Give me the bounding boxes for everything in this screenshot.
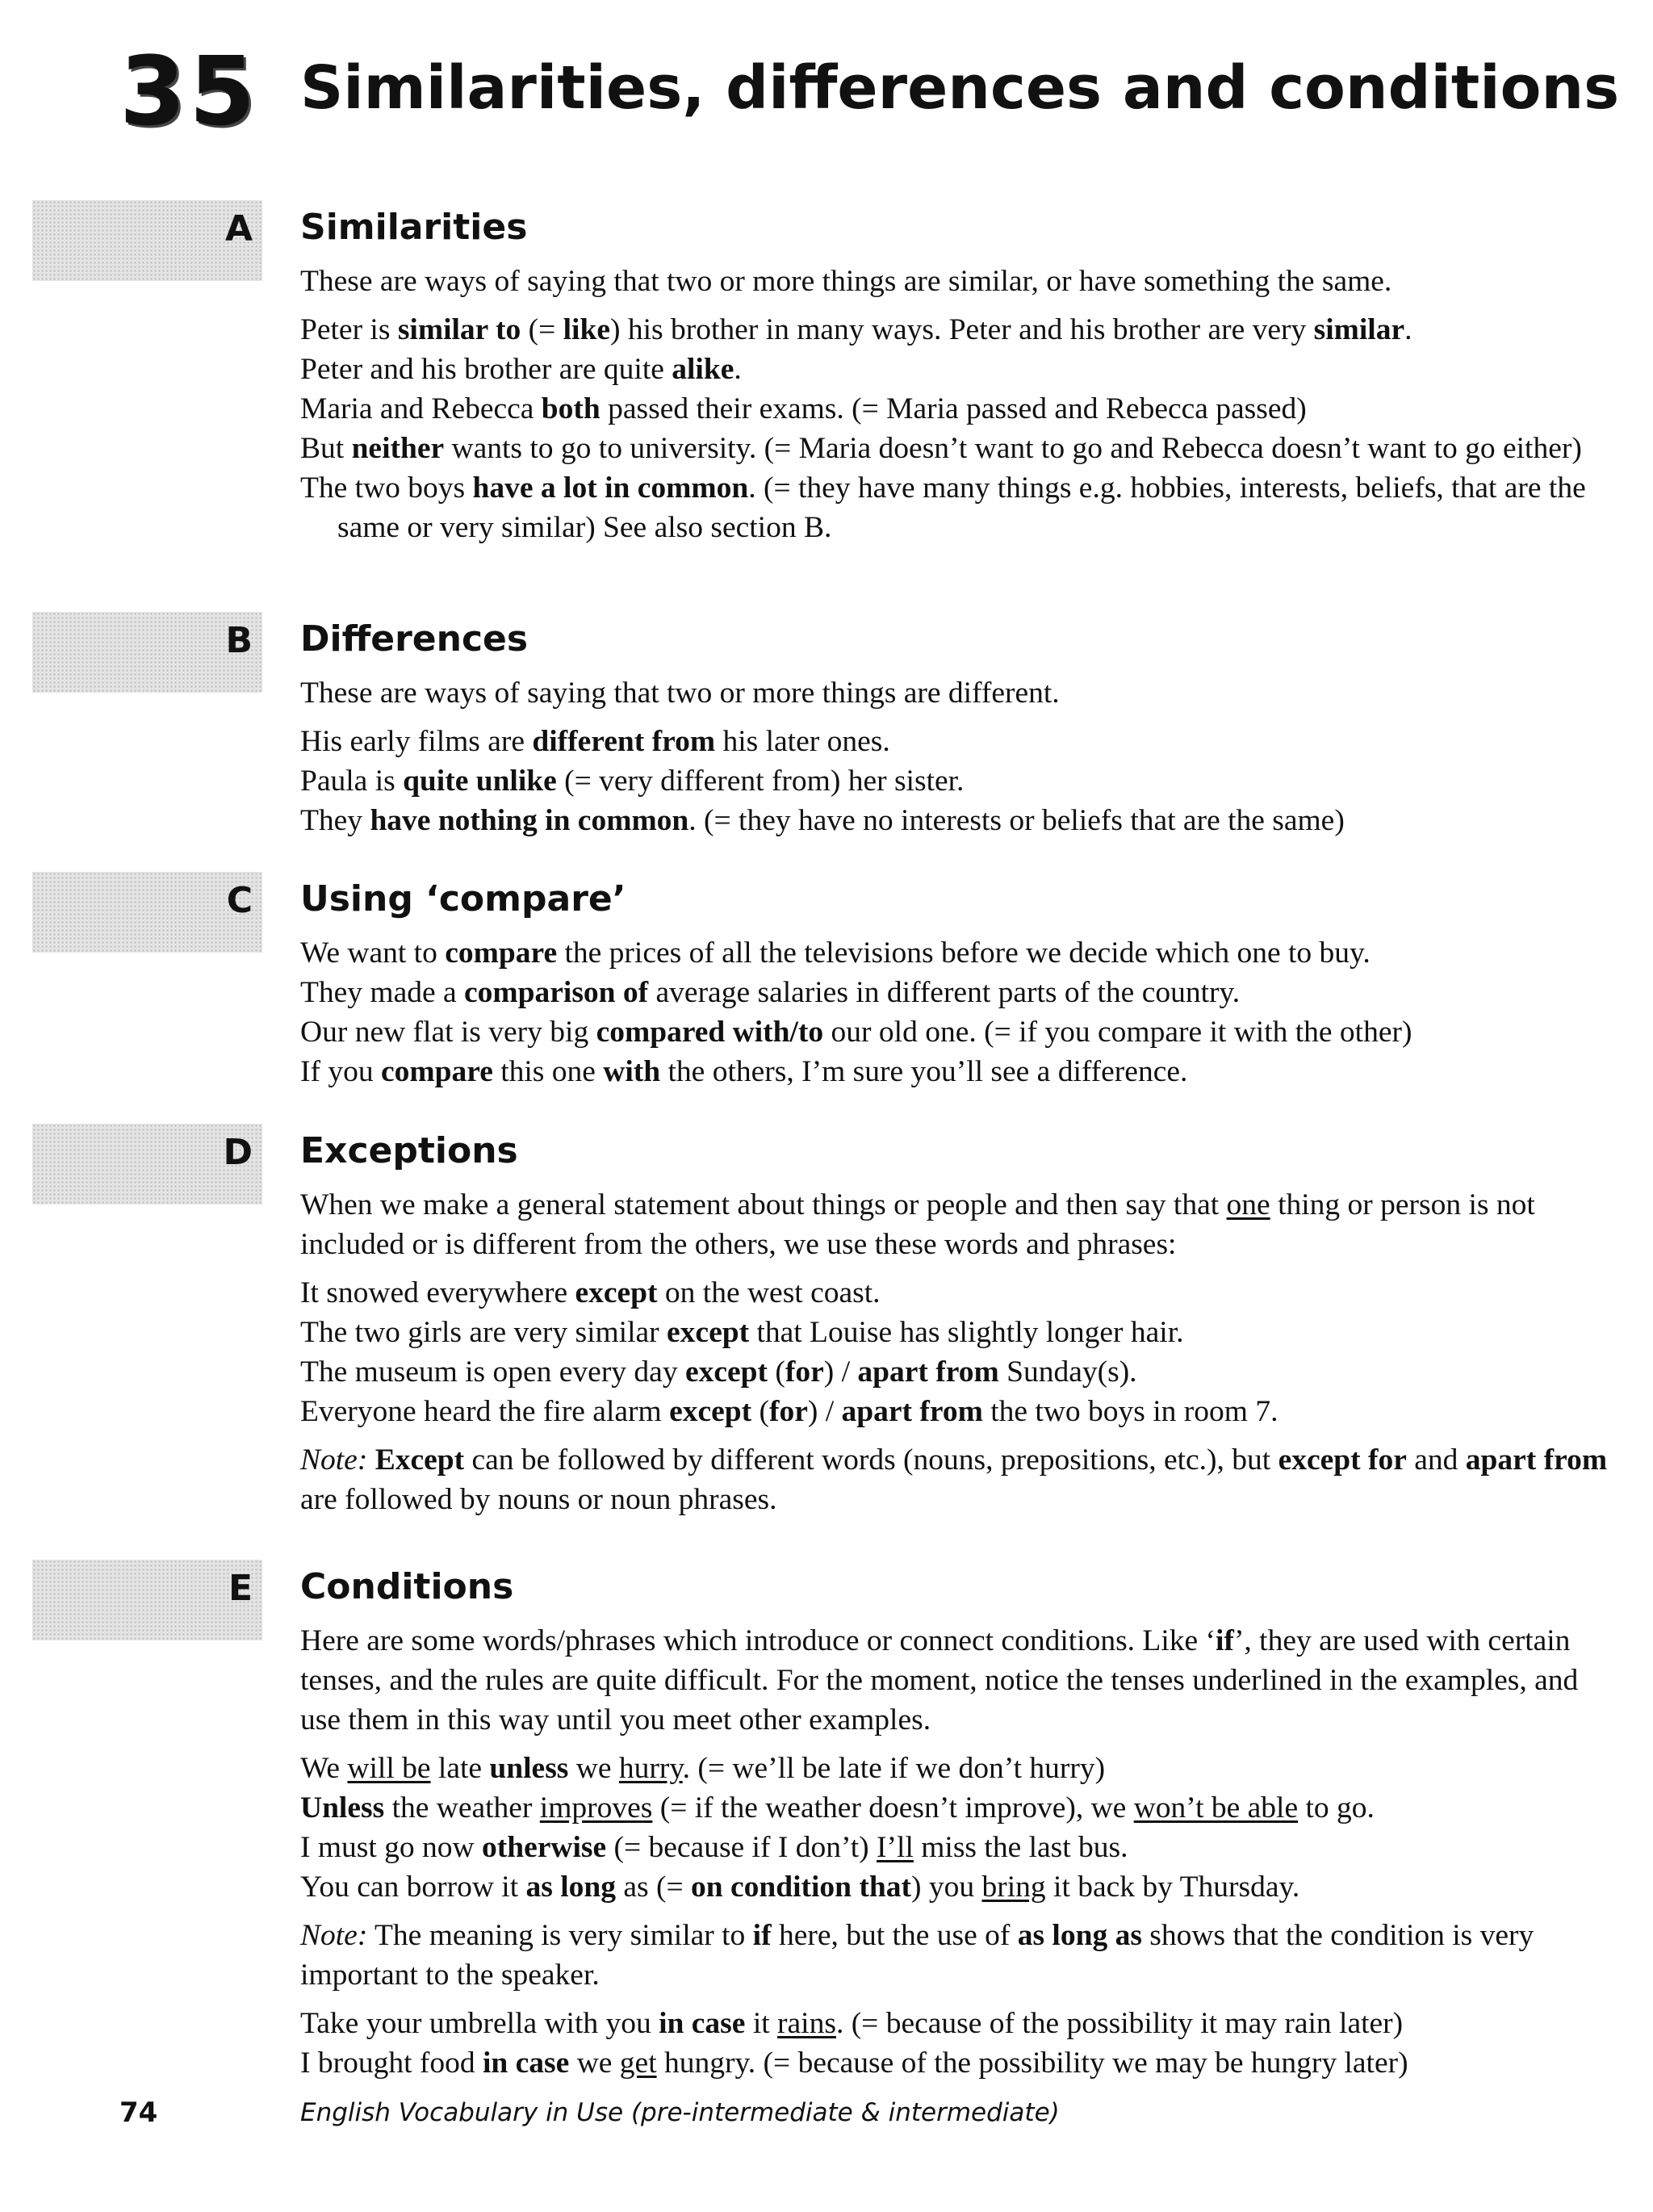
section-body	[300, 1185, 1624, 1519]
paragraph: Unless the weather improves (= if the weather doesn’t improve), we won’t be able to go.	[300, 1791, 1375, 1824]
section-body	[300, 933, 1624, 1091]
section-marker	[32, 1560, 262, 1640]
paragraph: I brought food in case we get hungry. (= because of the possibility we may be hungry later)	[300, 2047, 1408, 2080]
paragraph: But neither wants to go to university. (= Maria doesn’t want to go and Rebecca doesn’t want to go either)	[300, 432, 1582, 465]
paragraph: The two girls are very similar except that Louise has slightly longer hair.	[300, 1316, 1184, 1349]
paragraph: You can borrow it as long as (= on condition that) you bring it back by Thursday.	[300, 1871, 1300, 1904]
section-marker	[32, 612, 262, 693]
section-heading: Using ‘compare’	[300, 878, 626, 920]
paragraph: His early films are different from his later ones.	[300, 725, 890, 758]
section-body	[300, 262, 1624, 547]
paragraph: It snowed everywhere except on the west coast.	[300, 1276, 881, 1309]
paragraph: If you compare this one with the others, I’m sure you’ll see a difference.	[300, 1055, 1188, 1088]
section-heading: Conditions	[300, 1566, 514, 1607]
section-letter: E	[228, 1568, 253, 1609]
section-heading: Similarities	[300, 207, 528, 248]
unit-number: 35	[119, 36, 259, 147]
section-marker	[32, 872, 262, 953]
paragraph: The two boys have a lot in common. (= they have many things e.g. hobbies, interests, beliefs, that are the same or very similar) See also section B.	[300, 471, 1594, 544]
section-letter: D	[223, 1132, 253, 1173]
paragraph: We will be late unless we hurry. (= we’ll be late if we don’t hurry)	[300, 1752, 1106, 1785]
paragraph: These are ways of saying that two or more things are similar, or have something the same.	[300, 265, 1392, 298]
paragraph: These are ways of saying that two or more things are different.	[300, 677, 1060, 710]
paragraph: Take your umbrella with you in case it rains. (= because of the possibility it may rain later)	[300, 2007, 1404, 2040]
section-body	[300, 673, 1624, 840]
section-heading: Exceptions	[300, 1130, 518, 1171]
section-heading: Differences	[300, 618, 529, 660]
paragraph: We want to compare the prices of all the televisions before we decide which one to buy.	[300, 936, 1371, 970]
section-letter: A	[224, 208, 253, 249]
paragraph: Peter and his brother are quite alike.	[300, 353, 742, 386]
paragraph: When we make a general statement about things or people and then say that one thing or person is not included or is different from the others, we use these words and phrases:	[300, 1188, 1543, 1261]
paragraph: Peter is similar to (= like) his brother in many ways. Peter and his brother are very similar.	[300, 313, 1412, 346]
page-number: 74	[119, 2097, 158, 2129]
paragraph: The museum is open every day except (for) / apart from Sunday(s).	[300, 1355, 1137, 1389]
paragraph: Everyone heard the fire alarm except (for) / apart from the two boys in room 7.	[300, 1395, 1278, 1428]
paragraph: Maria and Rebecca both passed their exams. (= Maria passed and Rebecca passed)	[300, 392, 1307, 425]
section-body	[300, 1621, 1624, 2083]
paragraph: Our new flat is very big compared with/to our old one. (= if you compare it with the other)	[300, 1016, 1412, 1049]
section-letter: B	[225, 620, 253, 661]
paragraph: Note: The meaning is very similar to if here, but the use of as long as shows that the condition is very important to the speaker.	[300, 1919, 1542, 1992]
section-marker	[32, 1124, 262, 1204]
section-marker	[32, 200, 262, 281]
paragraph: They made a comparison of average salaries in different parts of the country.	[300, 976, 1241, 1009]
unit-header	[0, 0, 1653, 161]
paragraph: They have nothing in common. (= they have no interests or beliefs that are the same)	[300, 804, 1345, 837]
paragraph: Paula is quite unlike (= very different from) her sister.	[300, 765, 965, 798]
unit-title: Similarities, differences and conditions	[300, 53, 1620, 123]
paragraph: I must go now otherwise (= because if I don’t) I’ll miss the last bus.	[300, 1831, 1128, 1864]
paragraph: Note: Except can be followed by different words (nouns, prepositions, etc.), but except for and apart from are followed by nouns or noun phrases.	[300, 1443, 1615, 1516]
book-title: English Vocabulary in Use (pre-intermediate & intermediate)	[300, 2098, 1060, 2127]
section-letter: C	[226, 880, 253, 921]
paragraph: Here are some words/phrases which introduce or connect conditions. Like ‘if’, they are used with certain tenses, and the rules are quite difficult. For the moment, notice the tenses underlined in the examples, and use them in this way until you meet other examples.	[300, 1624, 1586, 1737]
